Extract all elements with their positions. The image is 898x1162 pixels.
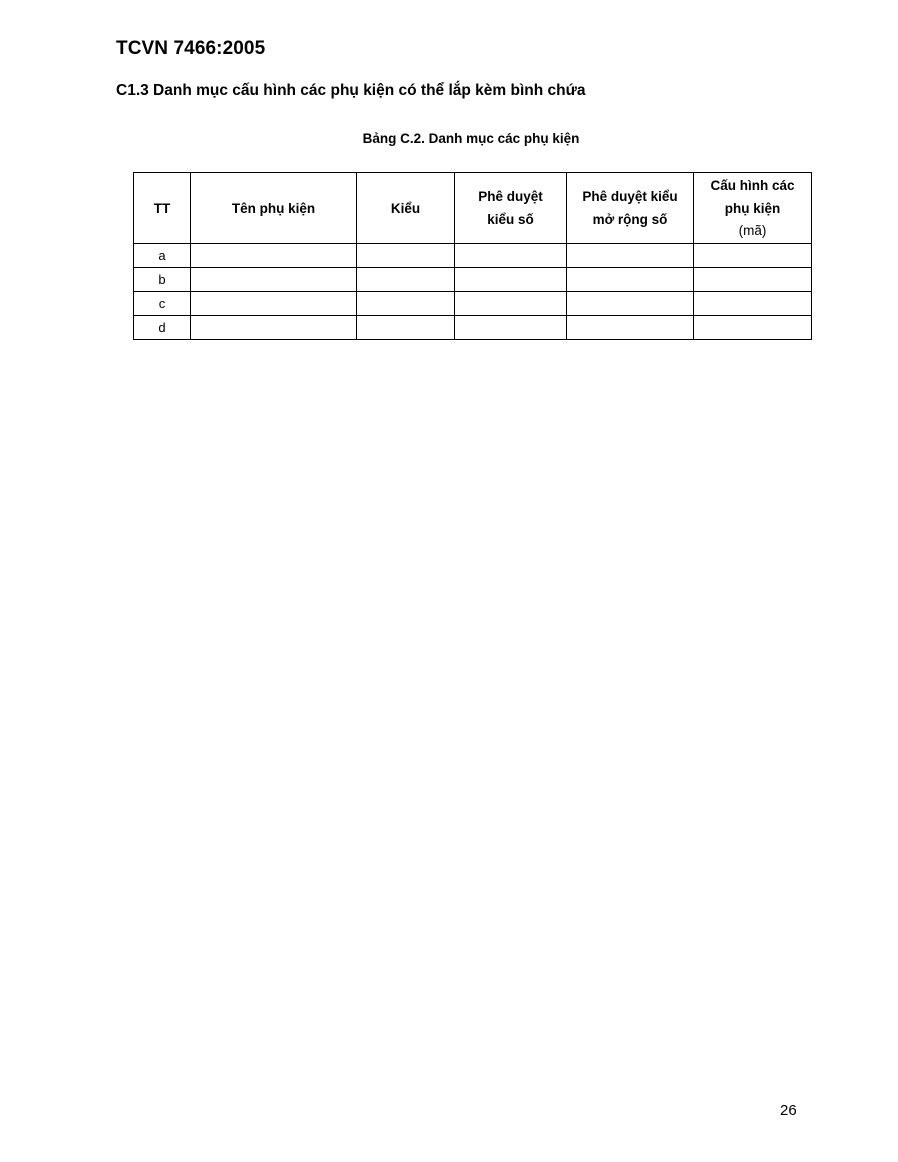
column-header-tt: TT — [134, 173, 191, 244]
table-row — [134, 292, 812, 316]
table-row — [134, 268, 812, 292]
table-row — [134, 244, 812, 268]
cell-config — [694, 292, 812, 316]
cell-type — [357, 292, 455, 316]
column-header-ext-approval-line1: Phê duyệt kiểu — [582, 189, 678, 204]
cell-name — [191, 292, 357, 316]
document-code: TCVN 7466:2005 — [116, 38, 266, 59]
column-header-config-line2: phụ kiện — [724, 201, 781, 216]
column-header-config-line1: Cấu hình các — [710, 178, 795, 193]
table-caption: Bảng C.2. Danh mục các phụ kiện — [362, 131, 580, 146]
cell-approval — [455, 316, 567, 340]
cell-config — [694, 316, 812, 340]
cell-ext-approval — [567, 316, 694, 340]
cell-name — [191, 316, 357, 340]
column-header-approval-line1: Phê duyệt — [478, 189, 543, 204]
cell-tt: b — [134, 268, 191, 292]
column-header-ext-approval-line2: mở rộng số — [592, 212, 668, 227]
cell-tt: d — [134, 316, 191, 340]
cell-type — [357, 268, 455, 292]
cell-type — [357, 316, 455, 340]
page-number: 26 — [780, 1102, 797, 1119]
cell-approval — [455, 268, 567, 292]
table-row — [134, 316, 812, 340]
cell-type — [357, 244, 455, 268]
cell-tt: c — [134, 292, 191, 316]
column-header-config-line3: (mã) — [738, 223, 767, 238]
cell-ext-approval — [567, 268, 694, 292]
cell-approval — [455, 292, 567, 316]
column-header-name: Tên phụ kiện — [191, 173, 357, 244]
cell-name — [191, 268, 357, 292]
cell-name — [191, 244, 357, 268]
table-header-row — [134, 173, 812, 244]
accessories-table — [133, 172, 812, 340]
section-heading: C1.3 Danh mục cấu hình các phụ kiện có thể lắp kèm bình chứa — [116, 82, 586, 99]
cell-ext-approval — [567, 244, 694, 268]
column-header-ext-approval — [567, 173, 694, 244]
cell-config — [694, 268, 812, 292]
column-header-type: Kiểu — [357, 173, 455, 244]
cell-tt: a — [134, 244, 191, 268]
column-header-approval — [455, 173, 567, 244]
cell-config — [694, 244, 812, 268]
column-header-approval-line2: kiểu số — [487, 212, 534, 227]
cell-approval — [455, 244, 567, 268]
cell-ext-approval — [567, 292, 694, 316]
column-header-config — [694, 173, 812, 244]
